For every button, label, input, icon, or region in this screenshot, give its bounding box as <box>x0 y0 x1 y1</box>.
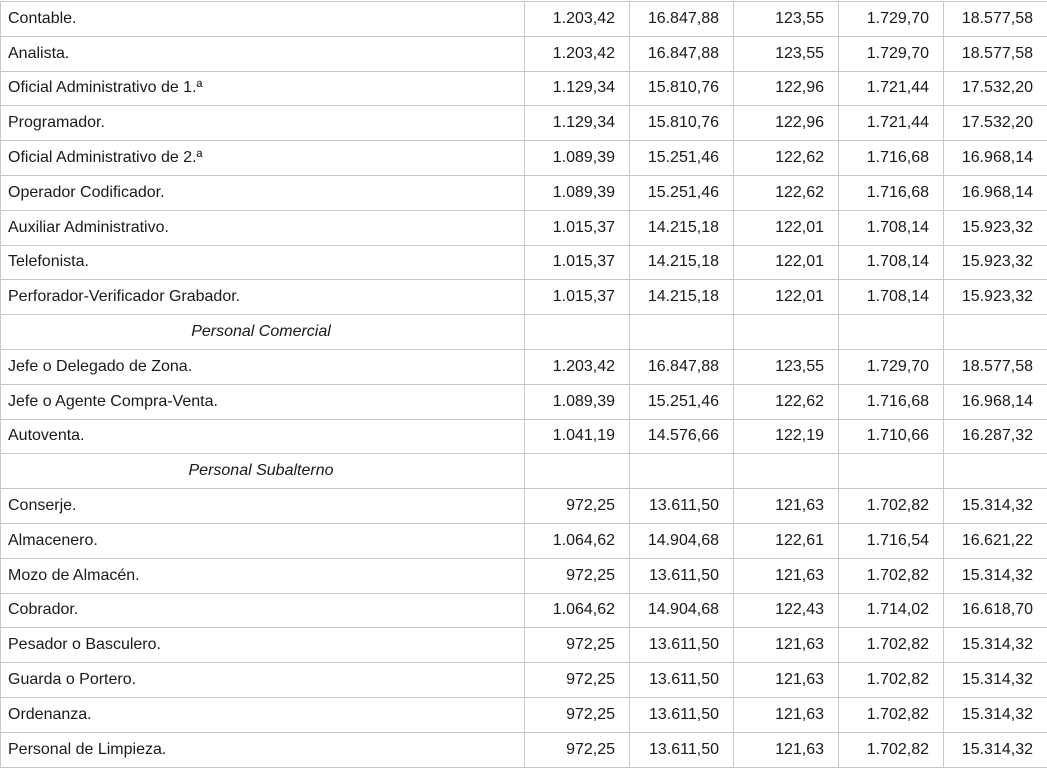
amount-cell-col-4: 1.708,14 <box>839 280 944 315</box>
amount-cell-col-2: 15.810,76 <box>630 106 734 141</box>
amount-cell-col-5: 15.314,32 <box>944 628 1047 663</box>
section-title: Personal Subalterno <box>1 454 525 489</box>
amount-cell-col-5: 16.968,14 <box>944 384 1047 419</box>
amount-cell-col-2: 13.611,50 <box>630 558 734 593</box>
amount-cell-col-5: 18.577,58 <box>944 2 1047 37</box>
job-title-cell: Mozo de Almacén. <box>1 558 525 593</box>
amount-cell-col-1: 1.015,37 <box>525 210 630 245</box>
amount-cell-col-2: 15.810,76 <box>630 71 734 106</box>
job-title-cell: Perforador-Verificador Grabador. <box>1 280 525 315</box>
amount-cell-col-2: 14.215,18 <box>630 210 734 245</box>
amount-cell-col-4: 1.702,82 <box>839 732 944 767</box>
table-row <box>1 558 1047 593</box>
job-title-cell: Conserje. <box>1 489 525 524</box>
amount-cell-col-3: 123,55 <box>734 36 839 71</box>
amount-cell-col-3: 121,63 <box>734 663 839 698</box>
amount-cell-col-1: 972,25 <box>525 628 630 663</box>
amount-cell-col-2: 14.215,18 <box>630 280 734 315</box>
amount-cell-col-1: 972,25 <box>525 558 630 593</box>
amount-cell-col-4: 1.716,68 <box>839 384 944 419</box>
amount-cell-col-2: 16.847,88 <box>630 349 734 384</box>
amount-cell-col-2: 14.904,68 <box>630 523 734 558</box>
amount-cell-col-3: 122,62 <box>734 175 839 210</box>
amount-cell-col-3: 122,01 <box>734 210 839 245</box>
empty-cell <box>839 454 944 489</box>
amount-cell-col-1: 1.089,39 <box>525 384 630 419</box>
amount-cell-col-4: 1.716,68 <box>839 141 944 176</box>
table-row <box>1 593 1047 628</box>
amount-cell-col-5: 17.532,20 <box>944 106 1047 141</box>
job-title-cell: Oficial Administrativo de 2.ª <box>1 141 525 176</box>
amount-cell-col-2: 16.847,88 <box>630 2 734 37</box>
amount-cell-col-1: 1.089,39 <box>525 175 630 210</box>
table-row <box>1 245 1047 280</box>
amount-cell-col-2: 14.904,68 <box>630 593 734 628</box>
amount-cell-col-4: 1.702,82 <box>839 628 944 663</box>
job-title-cell: Auxiliar Administrativo. <box>1 210 525 245</box>
amount-cell-col-4: 1.729,70 <box>839 36 944 71</box>
amount-cell-col-3: 122,01 <box>734 245 839 280</box>
amount-cell-col-3: 122,62 <box>734 141 839 176</box>
amount-cell-col-1: 1.041,19 <box>525 419 630 454</box>
job-title-cell: Guarda o Portero. <box>1 663 525 698</box>
amount-cell-col-5: 15.923,32 <box>944 245 1047 280</box>
amount-cell-col-4: 1.714,02 <box>839 593 944 628</box>
empty-cell <box>734 454 839 489</box>
table-row <box>1 489 1047 524</box>
amount-cell-col-4: 1.729,70 <box>839 2 944 37</box>
table-row <box>1 141 1047 176</box>
amount-cell-col-2: 16.847,88 <box>630 36 734 71</box>
amount-cell-col-3: 122,96 <box>734 71 839 106</box>
empty-cell <box>944 454 1047 489</box>
amount-cell-col-5: 15.923,32 <box>944 280 1047 315</box>
job-title-cell: Ordenanza. <box>1 697 525 732</box>
table-row <box>1 175 1047 210</box>
job-title-cell: Jefe o Delegado de Zona. <box>1 349 525 384</box>
section-header-row <box>1 454 1047 489</box>
amount-cell-col-4: 1.729,70 <box>839 349 944 384</box>
amount-cell-col-3: 122,01 <box>734 280 839 315</box>
table-row <box>1 628 1047 663</box>
job-title-cell: Almacenero. <box>1 523 525 558</box>
amount-cell-col-5: 15.923,32 <box>944 210 1047 245</box>
amount-cell-col-1: 1.064,62 <box>525 523 630 558</box>
amount-cell-col-5: 18.577,58 <box>944 349 1047 384</box>
amount-cell-col-4: 1.702,82 <box>839 663 944 698</box>
job-title-cell: Analista. <box>1 36 525 71</box>
amount-cell-col-3: 123,55 <box>734 349 839 384</box>
section-header-row <box>1 315 1047 350</box>
amount-cell-col-1: 1.129,34 <box>525 71 630 106</box>
table-row <box>1 732 1047 767</box>
salary-table <box>0 1 1047 768</box>
amount-cell-col-4: 1.708,14 <box>839 245 944 280</box>
amount-cell-col-2: 13.611,50 <box>630 732 734 767</box>
table-row <box>1 384 1047 419</box>
table-row <box>1 419 1047 454</box>
amount-cell-col-5: 15.314,32 <box>944 489 1047 524</box>
amount-cell-col-1: 972,25 <box>525 697 630 732</box>
empty-cell <box>944 315 1047 350</box>
amount-cell-col-4: 1.708,14 <box>839 210 944 245</box>
salary-table-body <box>1 2 1047 768</box>
amount-cell-col-4: 1.716,68 <box>839 175 944 210</box>
empty-cell <box>839 315 944 350</box>
amount-cell-col-5: 16.621,22 <box>944 523 1047 558</box>
table-row <box>1 663 1047 698</box>
section-title: Personal Comercial <box>1 315 525 350</box>
amount-cell-col-5: 16.968,14 <box>944 175 1047 210</box>
amount-cell-col-5: 15.314,32 <box>944 663 1047 698</box>
amount-cell-col-1: 1.015,37 <box>525 245 630 280</box>
table-row <box>1 36 1047 71</box>
job-title-cell: Programador. <box>1 106 525 141</box>
job-title-cell: Pesador o Basculero. <box>1 628 525 663</box>
empty-cell <box>734 315 839 350</box>
amount-cell-col-1: 1.064,62 <box>525 593 630 628</box>
amount-cell-col-4: 1.716,54 <box>839 523 944 558</box>
amount-cell-col-4: 1.702,82 <box>839 697 944 732</box>
job-title-cell: Telefonista. <box>1 245 525 280</box>
job-title-cell: Cobrador. <box>1 593 525 628</box>
amount-cell-col-1: 972,25 <box>525 489 630 524</box>
amount-cell-col-4: 1.702,82 <box>839 558 944 593</box>
table-row <box>1 280 1047 315</box>
job-title-cell: Personal de Limpieza. <box>1 732 525 767</box>
amount-cell-col-1: 972,25 <box>525 732 630 767</box>
amount-cell-col-3: 122,43 <box>734 593 839 628</box>
amount-cell-col-1: 1.015,37 <box>525 280 630 315</box>
amount-cell-col-3: 121,63 <box>734 697 839 732</box>
amount-cell-col-3: 123,55 <box>734 2 839 37</box>
amount-cell-col-1: 1.089,39 <box>525 141 630 176</box>
amount-cell-col-5: 16.968,14 <box>944 141 1047 176</box>
job-title-cell: Contable. <box>1 2 525 37</box>
amount-cell-col-3: 122,19 <box>734 419 839 454</box>
table-row <box>1 106 1047 141</box>
table-row <box>1 697 1047 732</box>
amount-cell-col-4: 1.702,82 <box>839 489 944 524</box>
amount-cell-col-4: 1.721,44 <box>839 106 944 141</box>
amount-cell-col-5: 15.314,32 <box>944 697 1047 732</box>
amount-cell-col-1: 1.203,42 <box>525 36 630 71</box>
amount-cell-col-2: 13.611,50 <box>630 489 734 524</box>
amount-cell-col-2: 13.611,50 <box>630 628 734 663</box>
amount-cell-col-5: 18.577,58 <box>944 36 1047 71</box>
amount-cell-col-2: 13.611,50 <box>630 697 734 732</box>
amount-cell-col-3: 122,62 <box>734 384 839 419</box>
amount-cell-col-2: 15.251,46 <box>630 141 734 176</box>
amount-cell-col-5: 16.287,32 <box>944 419 1047 454</box>
table-row <box>1 71 1047 106</box>
amount-cell-col-3: 122,96 <box>734 106 839 141</box>
job-title-cell: Operador Codificador. <box>1 175 525 210</box>
amount-cell-col-2: 14.215,18 <box>630 245 734 280</box>
job-title-cell: Jefe o Agente Compra-Venta. <box>1 384 525 419</box>
amount-cell-col-2: 15.251,46 <box>630 384 734 419</box>
table-row <box>1 349 1047 384</box>
amount-cell-col-4: 1.721,44 <box>839 71 944 106</box>
amount-cell-col-3: 122,61 <box>734 523 839 558</box>
amount-cell-col-4: 1.710,66 <box>839 419 944 454</box>
amount-cell-col-3: 121,63 <box>734 558 839 593</box>
empty-cell <box>630 454 734 489</box>
amount-cell-col-1: 1.129,34 <box>525 106 630 141</box>
amount-cell-col-5: 15.314,32 <box>944 558 1047 593</box>
table-row <box>1 2 1047 37</box>
amount-cell-col-3: 121,63 <box>734 489 839 524</box>
empty-cell <box>525 454 630 489</box>
amount-cell-col-2: 14.576,66 <box>630 419 734 454</box>
amount-cell-col-5: 16.618,70 <box>944 593 1047 628</box>
table-row <box>1 523 1047 558</box>
amount-cell-col-3: 121,63 <box>734 628 839 663</box>
amount-cell-col-1: 1.203,42 <box>525 2 630 37</box>
table-row <box>1 210 1047 245</box>
empty-cell <box>525 315 630 350</box>
amount-cell-col-1: 1.203,42 <box>525 349 630 384</box>
amount-cell-col-5: 15.314,32 <box>944 732 1047 767</box>
amount-cell-col-3: 121,63 <box>734 732 839 767</box>
job-title-cell: Autoventa. <box>1 419 525 454</box>
amount-cell-col-2: 15.251,46 <box>630 175 734 210</box>
amount-cell-col-5: 17.532,20 <box>944 71 1047 106</box>
amount-cell-col-2: 13.611,50 <box>630 663 734 698</box>
amount-cell-col-1: 972,25 <box>525 663 630 698</box>
empty-cell <box>630 315 734 350</box>
job-title-cell: Oficial Administrativo de 1.ª <box>1 71 525 106</box>
